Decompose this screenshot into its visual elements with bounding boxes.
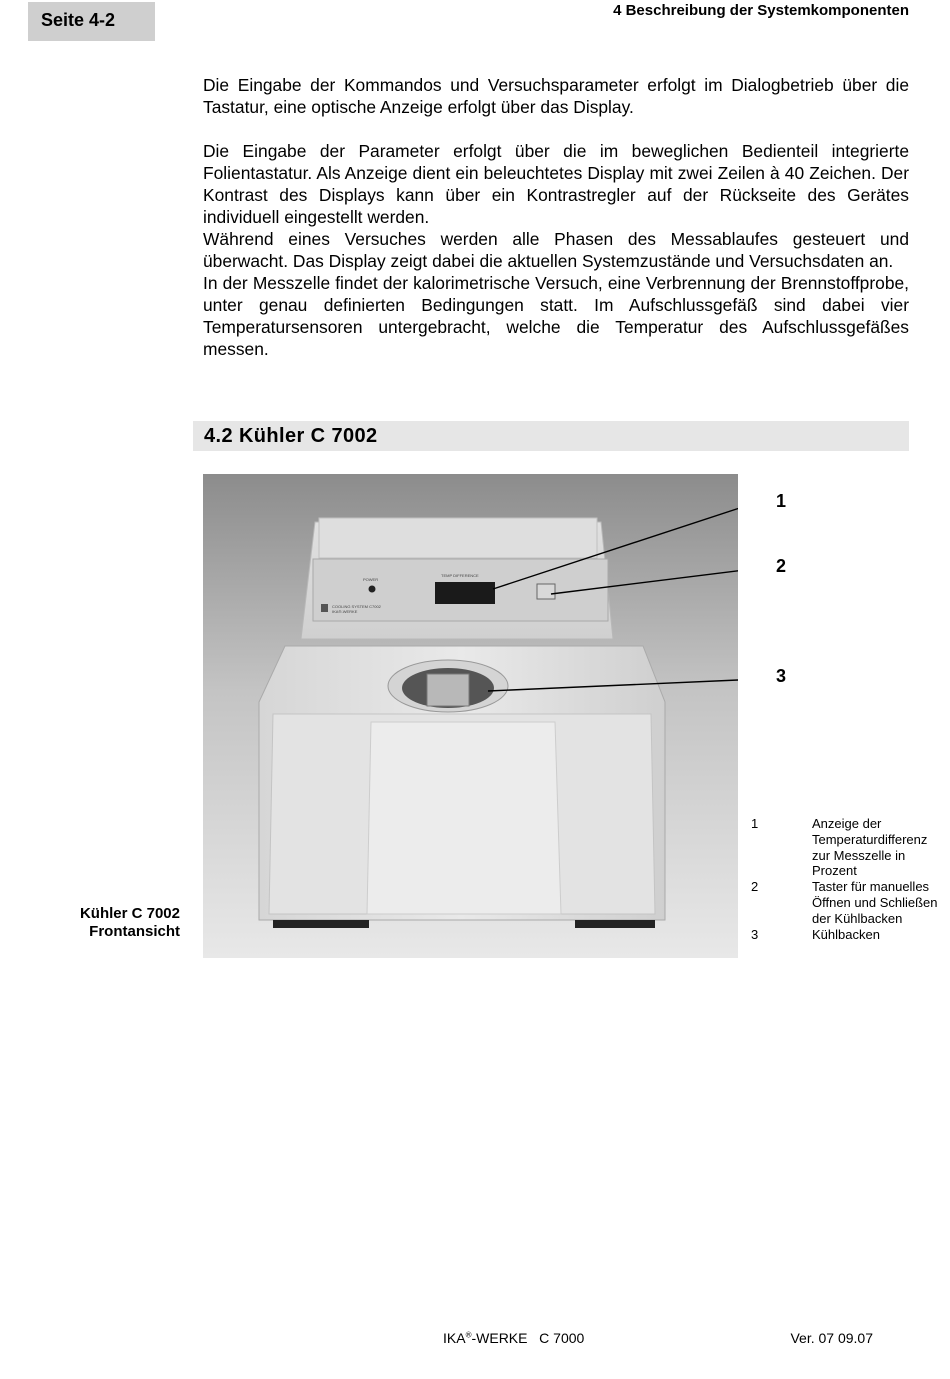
top-lid <box>319 518 597 558</box>
paragraph: Die Eingabe der Parameter erfolgt über die im beweglichen Bedienteil integrierte Folientastatur. Als Anzeige dient ein beleuchtetes Display mit zwei Zeilen à 40 Zeichen. Der Kontrast des Displays kann über ein Kontrastregler auf der Rückseite des Gerätes individuell eingestellt werden. <box>203 141 909 227</box>
legend-number: 3 <box>751 926 759 942</box>
legend-item <box>751 927 950 943</box>
footer-version: Ver. 07 09.07 <box>790 1330 873 1346</box>
section-title: 4.2 Kühler C 7002 <box>204 425 378 447</box>
footer-brand: IKA <box>443 1330 466 1346</box>
chapter-heading: 4 Beschreibung der Systemkomponenten <box>613 2 909 19</box>
legend-item <box>751 816 950 879</box>
legend-item <box>751 879 950 926</box>
callout-number: 3 <box>776 666 787 686</box>
section-heading-bar <box>193 421 909 451</box>
brand-logo <box>321 604 328 612</box>
caption-line: Kühler C 7002 <box>79 905 180 922</box>
footer-model: -WERKE C 7000 <box>471 1330 585 1346</box>
power-label: POWER <box>363 577 379 582</box>
legend-text: Kühlbacken <box>812 926 880 942</box>
figure-caption <box>80 905 180 941</box>
footer-product <box>443 1330 584 1346</box>
brand-line-1: COOLING SYSTEM C7002 <box>332 604 381 609</box>
foot-left <box>273 920 369 928</box>
figure-legend <box>751 816 950 942</box>
manual-button <box>537 584 555 599</box>
foot-right <box>575 920 655 928</box>
cooling-jaw <box>427 674 469 706</box>
body-text <box>203 74 909 360</box>
power-led <box>369 586 376 593</box>
callout-number: 2 <box>776 556 787 576</box>
page-label: Seite 4-2 <box>41 10 116 30</box>
front-panel <box>367 722 561 914</box>
temp-display <box>435 582 495 604</box>
legend-number: 2 <box>751 879 759 895</box>
legend-text: Taster für manuelles Öffnen und Schließen der Kühlbacken <box>812 879 938 926</box>
caption-line: Frontansicht <box>89 923 180 940</box>
callout-number: 1 <box>776 491 787 511</box>
temp-label: TEMP DIFFERENCE <box>441 573 479 578</box>
legend-number: 1 <box>751 816 759 831</box>
brand-line-2: IKA®-WERKE <box>332 609 358 614</box>
paragraph: In der Messzelle findet der kalorimetrische Versuch, eine Verbrennung der Brennstoffprobe, unter genau definierten Bedingungen statt. Im Aufschlussgefäß sind dabei vier Temperatursensoren untergebracht, welche die Temperatur des Aufschlussgefäßes messen. <box>203 273 909 359</box>
cooler-photo <box>203 474 738 958</box>
page-number-tab <box>28 2 155 41</box>
paragraph: Die Eingabe der Kommandos und Versuchsparameter erfolgt im Dialogbetrieb über die Tastatur, eine optische Anzeige erfolgt über das Display. <box>203 75 909 117</box>
paragraph: Während eines Versuches werden alle Phasen des Messablaufes gesteuert und überwacht. Das Display zeigt dabei die aktuellen Systemzustände und Versuchsdaten an. <box>203 229 909 271</box>
legend-text: Anzeige der Temperaturdifferenz zur Messzelle in Prozent <box>812 816 928 879</box>
registered-mark: ® <box>465 1330 472 1340</box>
